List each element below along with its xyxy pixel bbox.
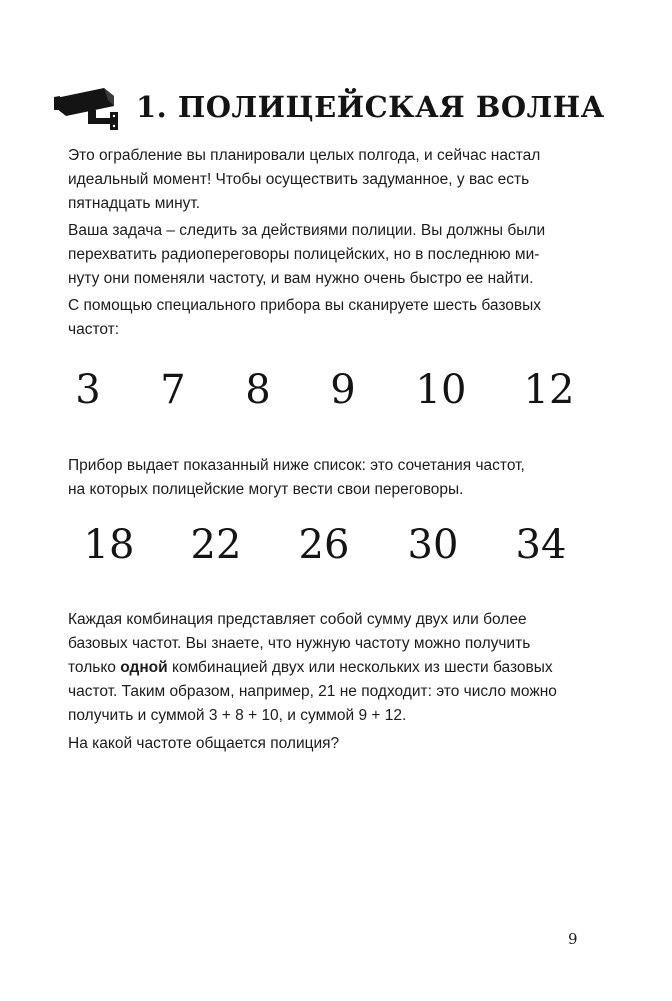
text-line: перехватить радиопереговоры полицейских, но в последнюю ми- <box>68 246 540 263</box>
security-camera-icon <box>52 82 124 132</box>
scan-paragraph <box>68 294 588 342</box>
base-frequency: 7 <box>160 367 186 413</box>
text-fragment: только <box>68 659 121 676</box>
task-paragraph <box>68 219 588 291</box>
combinations-row <box>0 515 672 575</box>
text-line: Ваша задача – следить за действиями полиции. Вы должны были <box>68 222 546 239</box>
combination-frequency: 22 <box>190 522 242 568</box>
text-line <box>68 656 588 680</box>
base-frequency: 3 <box>75 367 101 413</box>
rule-paragraph <box>68 608 588 728</box>
emphasis-word: одной <box>120 659 168 676</box>
text-line: частот: <box>68 321 120 338</box>
text-fragment: комбинацией двух или нескольких из шести базовых <box>167 659 553 676</box>
text-line: Это ограбление вы планировали целых полгода, и сейчас настал <box>68 147 541 164</box>
text-line: Каждая комбинация представляет собой сумму двух или более <box>68 611 527 628</box>
base-frequencies-row <box>0 360 672 420</box>
question-text: На какой частоте общается полиция? <box>68 735 340 752</box>
intro-paragraph <box>68 144 588 216</box>
base-frequency: 8 <box>245 367 271 413</box>
question-paragraph <box>68 732 588 756</box>
text-line: пятнадцать минут. <box>68 195 201 212</box>
combination-frequency: 34 <box>515 522 567 568</box>
text-line: частот. Таким образом, например, 21 не подходит: это число можно <box>68 683 557 700</box>
text-line: идеальный момент! Чтобы осуществить задуманное, у вас есть <box>68 171 530 188</box>
device-paragraph <box>68 454 588 502</box>
combination-frequency: 30 <box>407 522 459 568</box>
chapter-title: 1. ПОЛИЦЕЙСКАЯ ВОЛНА <box>136 90 605 124</box>
base-frequency: 10 <box>415 367 467 413</box>
text-line: получить и суммой 3 + 8 + 10, и суммой 9 + 12. <box>68 707 407 724</box>
text-line: С помощью специального прибора вы сканируете шесть базовых <box>68 297 542 314</box>
base-frequency: 9 <box>330 367 356 413</box>
text-line: на которых полицейские могут вести свои переговоры. <box>68 481 464 498</box>
chapter-heading <box>52 82 605 132</box>
combination-frequency: 26 <box>298 522 350 568</box>
base-frequency: 12 <box>523 367 575 413</box>
combination-frequency: 18 <box>83 522 135 568</box>
text-line: нуту они поменяли частоту, и вам нужно очень быстро ее найти. <box>68 270 534 287</box>
text-line: Прибор выдает показанный ниже список: это сочетания частот, <box>68 457 525 474</box>
text-line: базовых частот. Вы знаете, что нужную частоту можно получить <box>68 635 531 652</box>
page-number: 9 <box>568 930 578 948</box>
